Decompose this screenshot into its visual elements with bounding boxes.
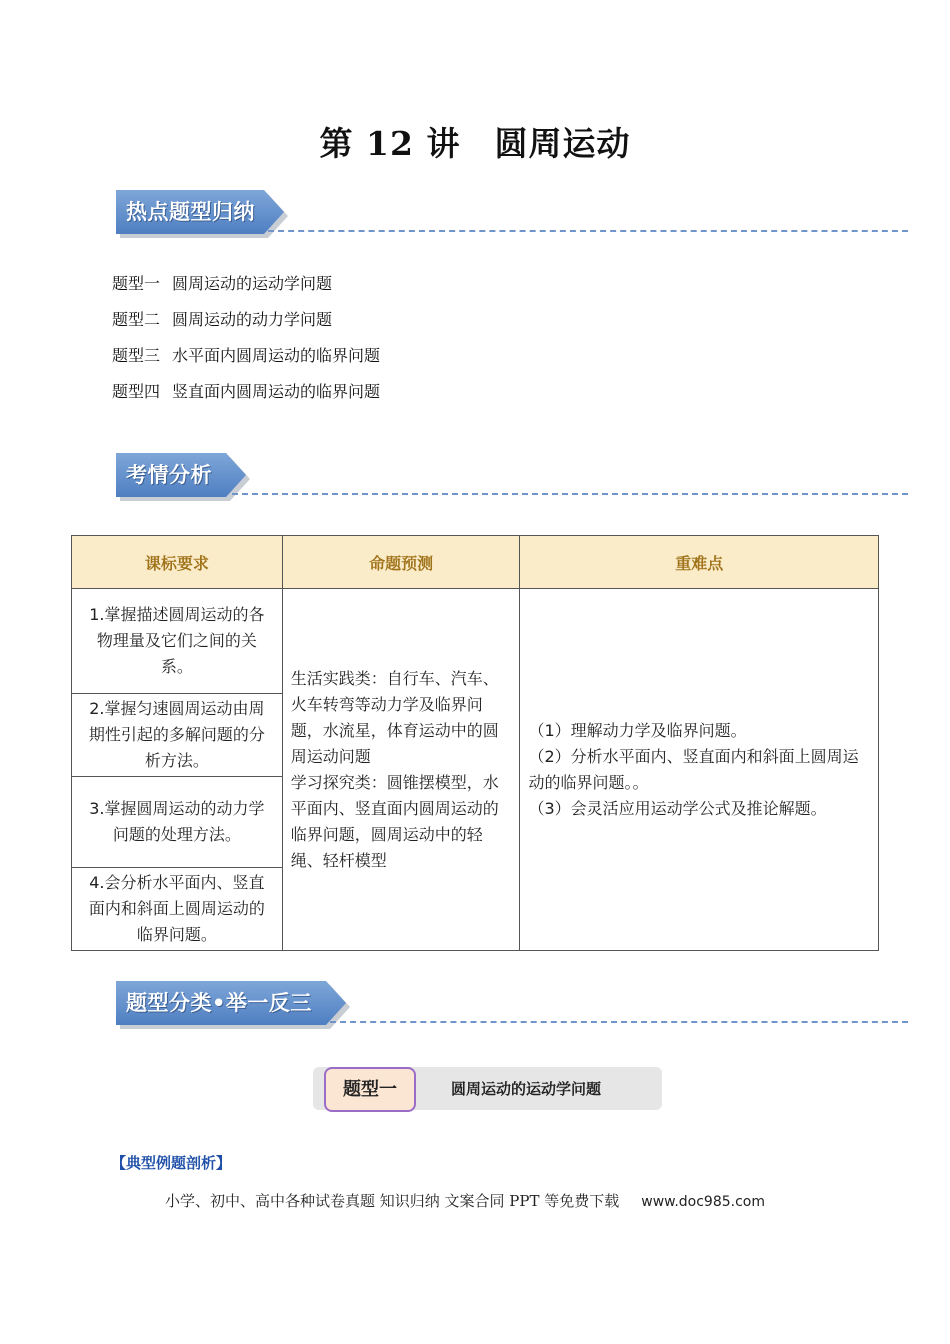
question-type-item[interactable] xyxy=(112,272,380,308)
exam-analysis-table xyxy=(71,535,879,951)
title-topic: 圆周运动 xyxy=(494,124,631,163)
question-type-text: 竖直面内圆周运动的临界问题 xyxy=(172,382,381,401)
question-type-item[interactable] xyxy=(112,380,380,416)
section-tag-box xyxy=(313,1067,662,1110)
question-type-item[interactable] xyxy=(112,344,380,380)
table-row xyxy=(72,589,879,694)
question-type-text: 圆周运动的运动学问题 xyxy=(172,274,333,293)
requirement-cell: 3.掌握圆周运动的动力学问题的处理方法。 xyxy=(72,777,283,868)
title-lecture-number: 第 12 讲 xyxy=(319,124,461,163)
banner-classification xyxy=(116,981,916,1027)
question-type-number: 题型二 xyxy=(112,310,161,329)
key-point-item: （3）会灵活应用运动学公式及推论解题。 xyxy=(528,798,827,818)
banner-hot-label: 热点题型归纳 xyxy=(126,200,255,224)
banner-dash-line xyxy=(232,493,908,495)
section-tag-title: 圆周运动的运动学问题 xyxy=(451,1080,602,1098)
prediction-life-practice: 生活实践类：自行车、汽车、火车转弯等动力学及临界问题，水流星，体育运动中的圆周运动问题 xyxy=(290,668,499,766)
banner-analysis-label: 考情分析 xyxy=(126,463,212,487)
requirement-cell: 4.会分析水平面内、竖直面内和斜面上圆周运动的临界问题。 xyxy=(72,868,283,951)
banner-dash-line xyxy=(330,1021,908,1023)
question-type-number: 题型四 xyxy=(112,382,161,401)
question-type-text: 圆周运动的动力学问题 xyxy=(172,310,333,329)
example-heading: 【典型例题剖析】 xyxy=(111,1154,232,1172)
question-type-number: 题型一 xyxy=(112,274,161,293)
banner-classify-label: 题型分类•举一反三 xyxy=(126,991,312,1015)
header-prediction: 命题预测 xyxy=(282,536,520,589)
footer-url[interactable]: www.doc985.com xyxy=(641,1194,766,1210)
banner-exam-analysis xyxy=(116,453,916,499)
page-title xyxy=(0,118,950,165)
question-type-text: 水平面内圆周运动的临界问题 xyxy=(172,346,381,365)
header-curriculum-requirements: 课标要求 xyxy=(72,536,283,589)
question-type-item[interactable] xyxy=(112,308,380,344)
requirement-cell: 1.掌握描述圆周运动的各物理量及它们之间的关系。 xyxy=(72,589,283,694)
key-points-cell xyxy=(520,589,879,951)
question-type-number: 题型三 xyxy=(112,346,161,365)
key-point-item: （2）分析水平面内、竖直面内和斜面上圆周运动的临界问题。。 xyxy=(528,746,859,792)
section-tag: 题型一 xyxy=(324,1067,416,1112)
footer xyxy=(165,1190,765,1211)
banner-dash-line xyxy=(268,230,908,232)
prediction-learning-inquiry: 学习探究类：圆锥摆模型，水平面内、竖直面内圆周运动的临界问题，圆周运动中的轻绳、轻杆模型 xyxy=(290,772,499,870)
prediction-cell xyxy=(282,589,520,951)
footer-text: 小学、初中、高中各种试卷真题 知识归纳 文案合同 PPT 等免费下载 xyxy=(165,1192,620,1210)
header-key-difficulties: 重难点 xyxy=(520,536,879,589)
requirement-cell: 2.掌握匀速圆周运动由周期性引起的多解问题的分析方法。 xyxy=(72,694,283,777)
table-header-row xyxy=(72,536,879,589)
key-point-item: （1）理解动力学及临界问题。 xyxy=(528,720,747,740)
banner-hot-question-types xyxy=(116,190,916,236)
question-type-list xyxy=(112,272,380,416)
